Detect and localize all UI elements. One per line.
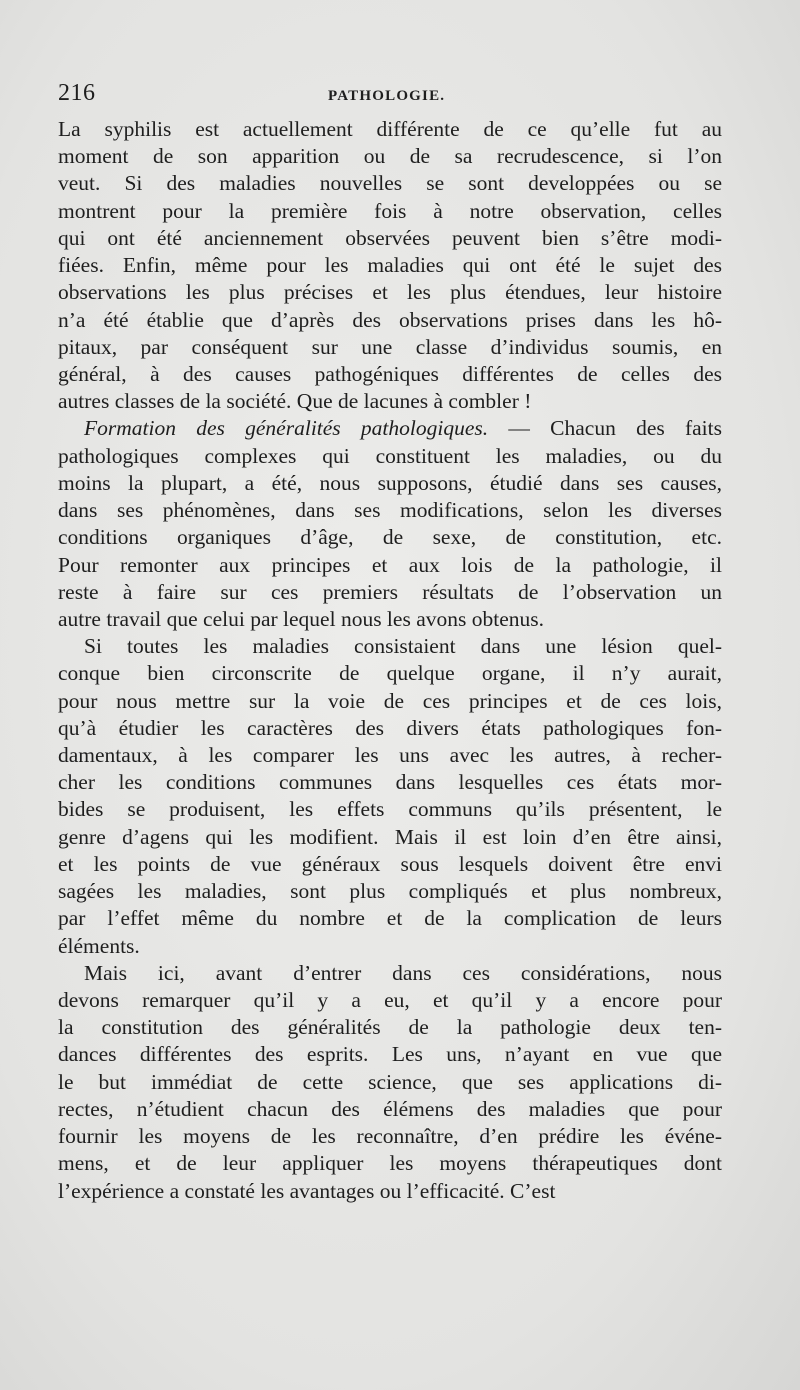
text-line: Pour remonter aux principes et aux lois de la pathologie, il xyxy=(58,552,722,577)
heading-continuation: — Chacun des faits xyxy=(488,416,722,441)
text-line: moins la plupart, a été, nous supposons, étudié dans ses causes, xyxy=(58,470,722,495)
body-text xyxy=(58,116,722,1205)
running-title: PATHOLOGIE. xyxy=(328,88,446,104)
text-line: Si toutes les maladies consistaient dans une lésion quel- xyxy=(84,634,722,659)
text-line: moment de son apparition ou de sa recrudescence, si l’on xyxy=(58,144,722,169)
text-line: dans ses phénomènes, dans ses modifications, selon les diverses xyxy=(58,498,722,523)
section-heading: Formation des généralités pathologiques. xyxy=(84,416,489,441)
text-line: observations les plus précises et les plus étendues, leur histoire xyxy=(58,280,722,305)
text-line: conque bien circonscrite de quelque organe, il n’y aurait, xyxy=(58,661,722,686)
text-line: conditions organiques d’âge, de sexe, de constitution, etc. xyxy=(58,525,722,550)
text-line: autre travail que celui par lequel nous les avons obtenus. xyxy=(58,606,544,631)
text-line: fiées. Enfin, même pour les maladies qui ont été le sujet des xyxy=(58,253,722,278)
text-line: autres classes de la société. Que de lacunes à combler ! xyxy=(58,389,532,414)
paragraph xyxy=(58,633,722,960)
text-line: général, à des causes pathogéniques différentes de celles des xyxy=(58,361,722,386)
text-line xyxy=(58,415,722,442)
text-line: fournir les moyens de les reconnaître, d’en prédire les événe- xyxy=(58,1124,722,1149)
text-line: qu’à étudier les caractères des divers états pathologiques fon- xyxy=(58,715,722,740)
text-line: éléments. xyxy=(58,933,140,958)
paragraph xyxy=(58,415,722,633)
text-line: rectes, n’étudient chacun des élémens des maladies que pour xyxy=(58,1096,722,1121)
text-line: Mais ici, avant d’entrer dans ces considérations, nous xyxy=(84,960,722,985)
text-line: mens, et de leur appliquer les moyens thérapeutiques dont xyxy=(58,1151,722,1176)
text-line: bides se produisent, les effets communs qu’ils présentent, le xyxy=(58,797,722,822)
text-line: pitaux, par conséquent sur une classe d’individus soumis, en xyxy=(58,334,722,359)
text-line: par l’effet même du nombre et de la complication de leurs xyxy=(58,906,722,931)
text-line: pour nous mettre sur la voie de ces principes et de ces lois, xyxy=(58,688,722,713)
text-line: damentaux, à les comparer les uns avec les autres, à recher- xyxy=(58,743,722,768)
text-line: devons remarquer qu’il y a eu, et qu’il y a encore pour xyxy=(58,988,722,1012)
text-line: n’a été établie que d’après des observations prises dans les hô- xyxy=(58,307,722,332)
paragraph xyxy=(58,116,722,415)
text-line: et les points de vue généraux sous lesquels doivent être envi xyxy=(58,851,722,876)
text-line: cher les conditions communes dans lesquelles ces états mor- xyxy=(58,770,722,795)
text-line: montrent pour la première fois à notre observation, celles xyxy=(58,198,722,223)
text-line: veut. Si des maladies nouvelles se sont developpées ou se xyxy=(58,171,722,196)
text-line: pathologiques complexes qui constituent les maladies, ou du xyxy=(58,443,722,468)
page-header xyxy=(58,80,722,110)
text-line: la constitution des généralités de la pathologie deux ten- xyxy=(58,1015,722,1040)
text-line: l’expérience a constaté les avantages ou l’efficacité. C’est xyxy=(58,1178,556,1203)
paragraph xyxy=(58,960,722,1205)
text-line: sagées les maladies, sont plus compliqués et plus nombreux, xyxy=(58,879,722,904)
text-line: genre d’agens qui les modifient. Mais il est loin d’en être ainsi, xyxy=(58,824,722,849)
text-line: La syphilis est actuellement différente de ce qu’elle fut au xyxy=(58,117,722,141)
page-number: 216 xyxy=(58,80,96,106)
text-line: qui ont été anciennement observées peuvent bien s’être modi- xyxy=(58,225,722,250)
text-line: le but immédiat de cette science, que ses applications di- xyxy=(58,1069,722,1094)
text-line: reste à faire sur ces premiers résultats de l’observation un xyxy=(58,579,722,604)
text-line: dances différentes des esprits. Les uns, n’ayant en vue que xyxy=(58,1042,722,1067)
